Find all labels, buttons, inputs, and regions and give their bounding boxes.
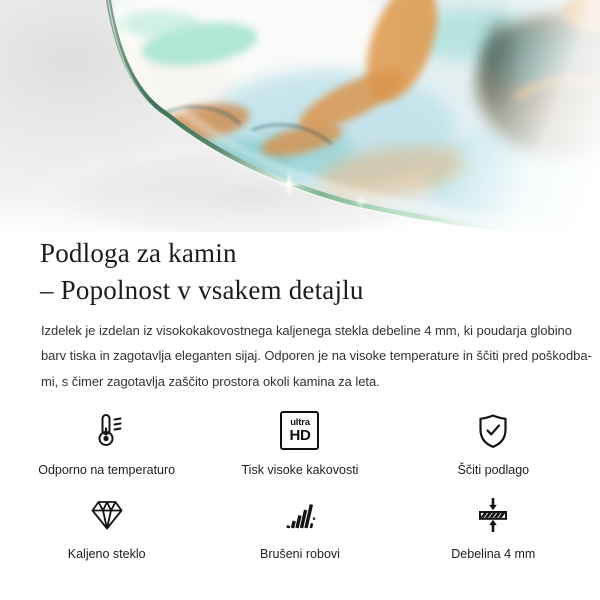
feature-label: Tisk visoke kakovosti <box>241 462 359 477</box>
page-title <box>40 235 600 309</box>
diamond-icon <box>86 495 128 535</box>
ultra-hd-icon-text-top: ultra <box>290 417 310 429</box>
feature-item-polished-edges <box>203 495 396 561</box>
feature-label: Ščiti podlago <box>457 462 530 477</box>
feature-item-protection <box>397 411 590 477</box>
page-title-line2: – Popolnost v vsakem detajlu <box>40 275 364 305</box>
feature-item-temperature <box>10 411 203 477</box>
ultra-hd-icon-text-bottom: HD <box>289 427 311 445</box>
description-line: barv tiska in zagotavlja eleganten sijaj. Odporen je na visoke temperature in ščiti pred poškodba- <box>41 348 592 364</box>
feature-item-tempered-glass <box>10 495 203 561</box>
feature-label: Odporno na temperaturo <box>38 462 176 477</box>
feature-item-thickness <box>397 495 590 561</box>
description-line: mi, s čimer zagotavlja zaščito prostora okoli kamina za leta. <box>41 373 380 389</box>
marble-glass-panel-image <box>0 0 600 232</box>
feature-item-print-quality <box>203 411 396 477</box>
feature-label: Brušeni robovi <box>260 546 340 561</box>
compress-arrows-icon <box>472 495 514 535</box>
thermometer-icon <box>86 411 128 451</box>
description-line: Izdelek je izdelan iz visokokakovostnega kaljenega stekla debeline 4 mm, ki poudarja globino <box>41 323 572 338</box>
product-description <box>41 318 600 394</box>
shield-check-icon <box>472 411 514 451</box>
hatched-triangle-icon <box>279 495 321 535</box>
feature-label: Kaljeno steklo <box>67 546 146 561</box>
feature-label: Debelina 4 mm <box>451 546 536 561</box>
product-image[interactable] <box>0 0 600 232</box>
page-title-line1: Podloga za kamin <box>40 238 237 268</box>
ultra-hd-icon <box>279 411 321 451</box>
feature-grid <box>0 411 600 561</box>
